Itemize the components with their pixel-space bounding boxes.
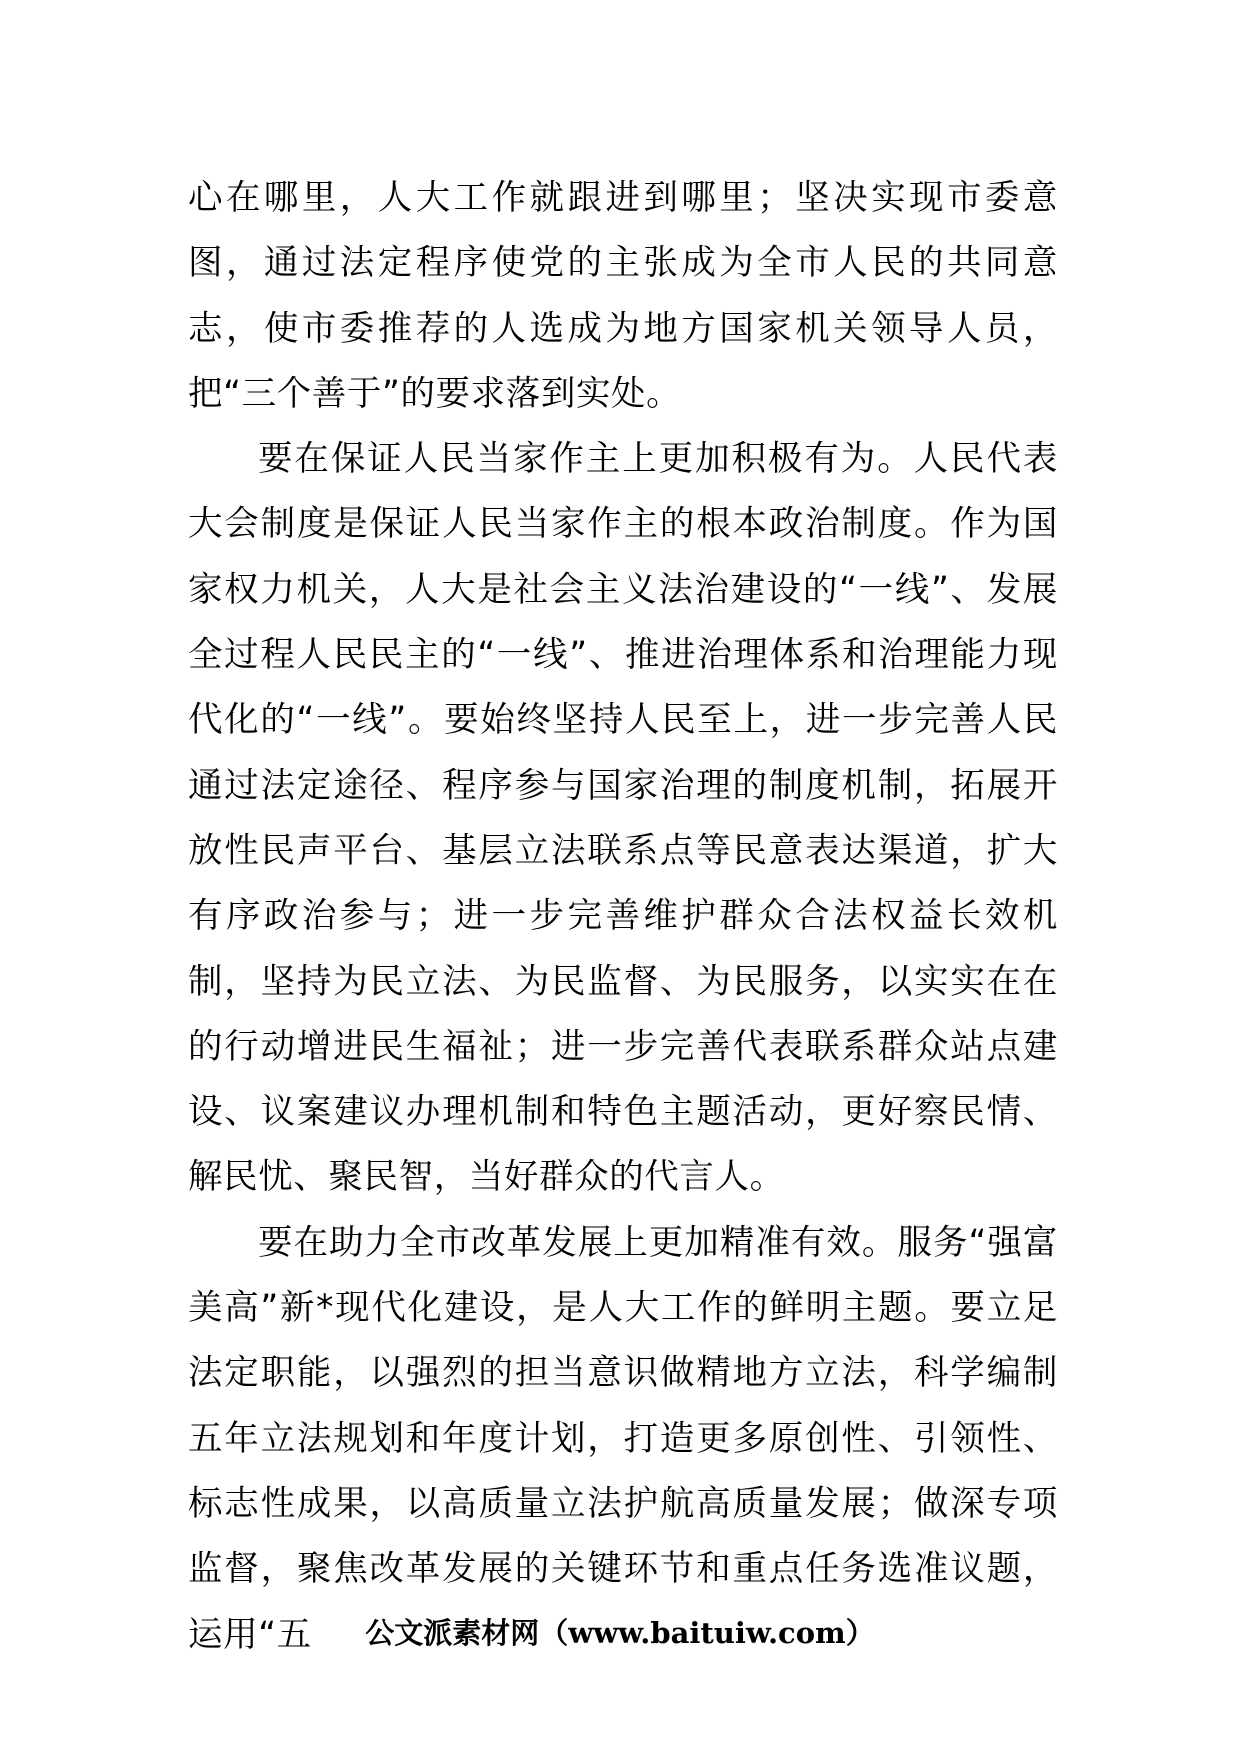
paragraph-1: 心在哪里，人大工作就跟进到哪里；坚决实现市委意图，通过法定程序使党的主张成为全市人民的共同意志，使市委推荐的人选成为地方国家机关领导人员，把“三个善于”的要求落到实处。 [188,178,1058,414]
document-body [188,166,1058,1668]
page-footer-watermark: 公文派素材网（www.baituiw.com） [365,1616,875,1650]
paragraph-2: 要在保证人民当家作主上更加积极有为。人民代表大会制度是保证人民当家作主的根本政治制度。作为国家权力机关，人大是社会主义法治建设的“一线”、发展全过程人民民主的“一线”、推进治理体系和治理能力现代化的“一线”。要始终坚持人民至上，进一步完善人民通过法定途径、程序参与国家治理的制度机制，拓展开放性民声平台、基层立法联系点等民意表达渠道，扩大有序政治参与；进一步完善维护群众合法权益长效机制，坚持为民立法、为民监督、为民服务，以实实在在的行动增进民生福祉；进一步完善代表联系群众站点建设、议案建议办理机制和特色主题活动，更好察民情、解民忧、聚民智，当好群众的代言人。 [188,439,1058,1198]
paragraph-3: 要在助力全市改革发展上更加精准有效。服务“强富美高”新*现代化建设，是人大工作的鲜明主题。要立足法定职能，以强烈的担当意识做精地方立法，科学编制五年立法规划和年度计划，打造更多原创性、引领性、标志性成果，以高质量立法护航高质量发展；做深专项监督，聚焦改革发展的关键环节和重点任务选准议题，运用“五 [188,1222,1058,1655]
